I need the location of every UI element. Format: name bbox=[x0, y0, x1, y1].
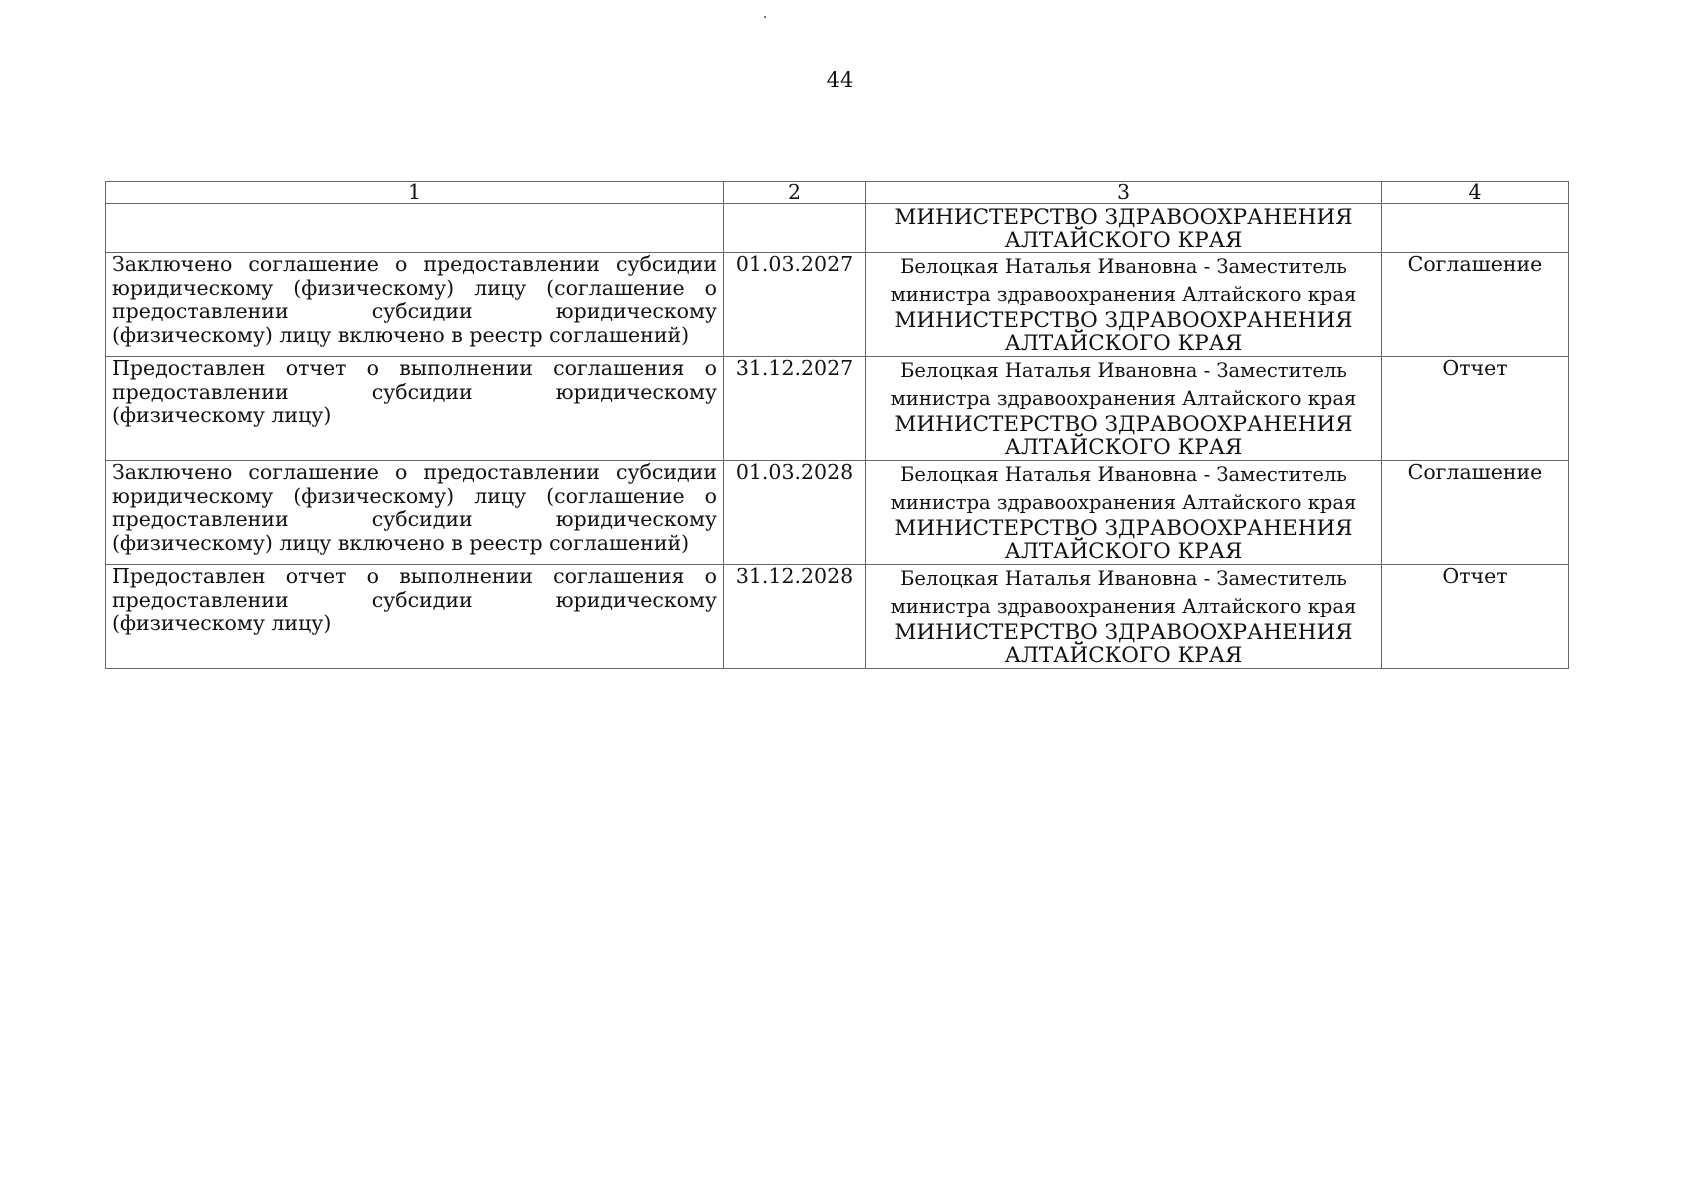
responsible-organization: МИНИСТЕРСТВО ЗДРАВООХРАНЕНИЯ АЛТАЙСКОГО КРАЯ bbox=[894, 516, 1353, 564]
responsible-organization: МИНИСТЕРСТВО ЗДРАВООХРАНЕНИЯ АЛТАЙСКОГО КРАЯ bbox=[894, 205, 1353, 253]
table-row bbox=[106, 565, 1569, 669]
responsible-cell bbox=[866, 253, 1382, 357]
document-cell: Соглашение bbox=[1382, 461, 1569, 565]
column-number-3: 3 bbox=[866, 182, 1382, 204]
date-cell: 31.12.2028 bbox=[724, 565, 866, 669]
column-number-2: 2 bbox=[724, 182, 866, 204]
responsible-person: Белоцкая Наталья Ивановна - Заместитель министра здравоохранения Алтайского края bbox=[890, 463, 1357, 514]
description-cell bbox=[106, 204, 724, 253]
responsible-person: Белоцкая Наталья Ивановна - Заместитель министра здравоохранения Алтайского края bbox=[890, 359, 1357, 410]
responsible-cell bbox=[866, 204, 1382, 253]
table-row-continuation bbox=[106, 204, 1569, 253]
measures-table bbox=[105, 181, 1569, 669]
column-number-1: 1 bbox=[106, 182, 724, 204]
date-cell: 31.12.2027 bbox=[724, 357, 866, 461]
table-header-row bbox=[106, 182, 1569, 204]
description-cell: Предоставлен отчет о выполнении соглашения о предоставлении субсидии юридическому (физическому лицу) bbox=[106, 565, 724, 669]
description-cell: Заключено соглашение о предоставлении субсидии юридическому (физическому) лицу (соглашение о предоставлении субсидии юридическому (физическому) лицу включено в реестр соглашений) bbox=[106, 253, 724, 357]
document-cell: Отчет bbox=[1382, 565, 1569, 669]
scan-speck bbox=[764, 16, 766, 18]
document-cell: Соглашение bbox=[1382, 253, 1569, 357]
document-cell bbox=[1382, 204, 1569, 253]
responsible-cell bbox=[866, 357, 1382, 461]
responsible-organization: МИНИСТЕРСТВО ЗДРАВООХРАНЕНИЯ АЛТАЙСКОГО КРАЯ bbox=[894, 412, 1353, 460]
responsible-person: Белоцкая Наталья Ивановна - Заместитель министра здравоохранения Алтайского края bbox=[890, 255, 1357, 306]
date-cell bbox=[724, 204, 866, 253]
document-cell: Отчет bbox=[1382, 357, 1569, 461]
column-number-4: 4 bbox=[1382, 182, 1569, 204]
table-row bbox=[106, 357, 1569, 461]
description-cell: Предоставлен отчет о выполнении соглашения о предоставлении субсидии юридическому (физическому лицу) bbox=[106, 357, 724, 461]
table-row bbox=[106, 253, 1569, 357]
responsible-organization: МИНИСТЕРСТВО ЗДРАВООХРАНЕНИЯ АЛТАЙСКОГО КРАЯ bbox=[894, 620, 1353, 668]
description-cell: Заключено соглашение о предоставлении субсидии юридическому (физическому) лицу (соглашение о предоставлении субсидии юридическому (физическому) лицу включено в реестр соглашений) bbox=[106, 461, 724, 565]
responsible-cell bbox=[866, 565, 1382, 669]
responsible-cell bbox=[866, 461, 1382, 565]
date-cell: 01.03.2027 bbox=[724, 253, 866, 357]
responsible-organization: МИНИСТЕРСТВО ЗДРАВООХРАНЕНИЯ АЛТАЙСКОГО КРАЯ bbox=[894, 308, 1353, 356]
date-cell: 01.03.2028 bbox=[724, 461, 866, 565]
page-number: 44 bbox=[826, 68, 854, 92]
responsible-person: Белоцкая Наталья Ивановна - Заместитель министра здравоохранения Алтайского края bbox=[890, 567, 1357, 618]
table-row bbox=[106, 461, 1569, 565]
